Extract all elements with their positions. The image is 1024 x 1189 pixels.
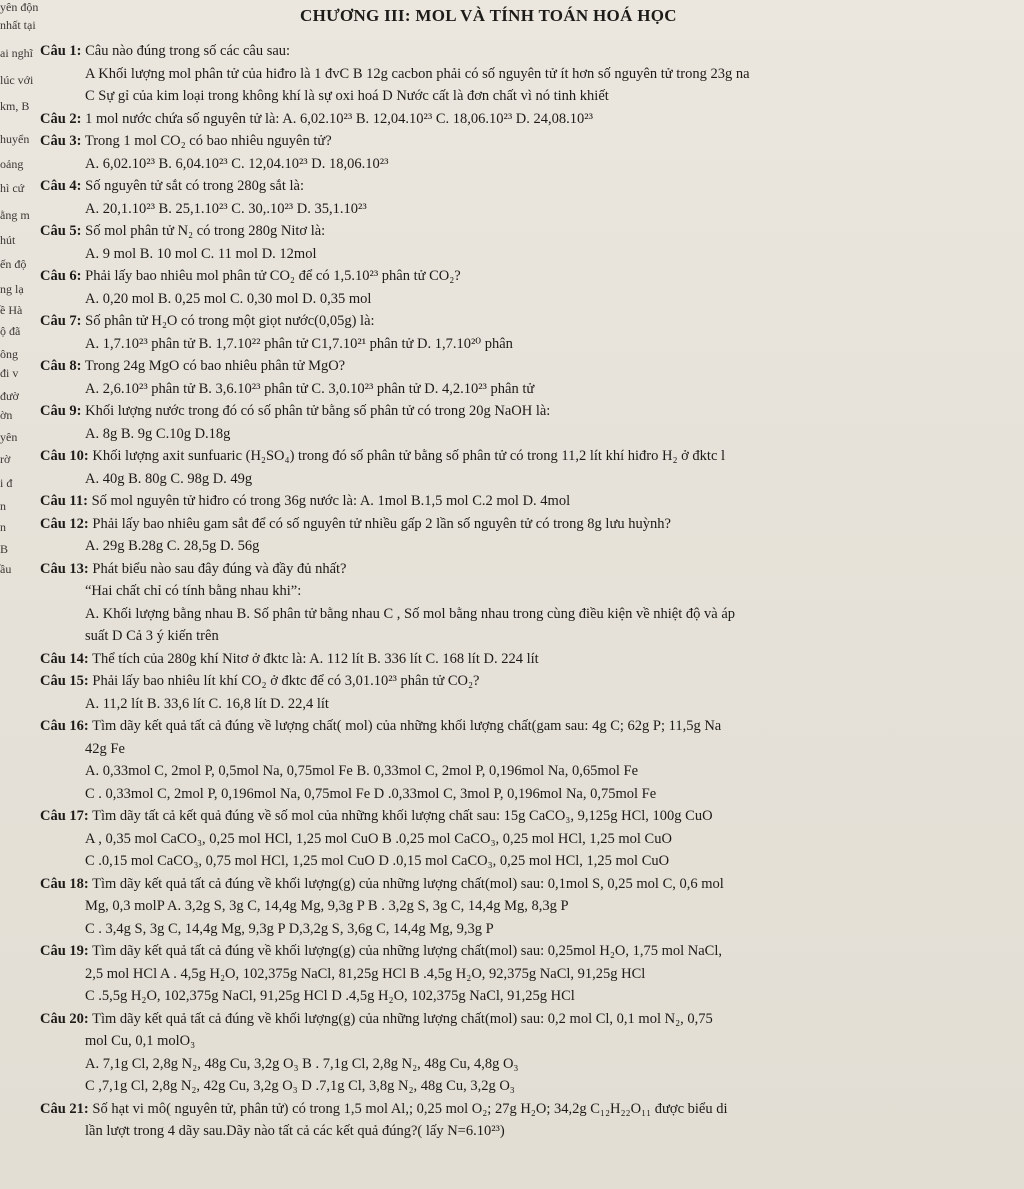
question-stem: Câu 4: Số nguyên tử sắt có trong 280g sắt là: — [40, 178, 305, 194]
answer-line: A. 2,6.10²³ phân tử B. 3,6.10²³ phân tử C. 3,0.10²³ phân tử D. 4,2.10²³ phân tử — [85, 380, 535, 397]
answer-line: A. 0,33mol C, 2mol P, 0,5mol Na, 0,75mol Fe B. 0,33mol C, 2mol P, 0,196mol Na, 0,65mol Fe — [85, 763, 639, 779]
question-stem: Câu 20: Tìm dãy kết quả tất cả đúng về khối lượng(g) của những lượng chất(mol) sau: 0,2 mol Cl, 0,1 mol N₂, 0,75 — [40, 1010, 713, 1027]
answer-line: A , 0,35 mol CaCO₃, 0,25 mol HCl, 1,25 mol CuO B .0,25 mol CaCO₃, 0,25 mol HCl, 1,25 mol CuO — [85, 830, 672, 847]
question-number: Câu 6: — [40, 268, 82, 284]
question-number: Câu 5: — [40, 223, 82, 239]
margin-fragment: km, B — [0, 99, 30, 113]
margin-fragment: ai nghĩ — [0, 46, 33, 60]
question-number: Câu 20: — [40, 1010, 89, 1027]
question-stem: Câu 21: Số hạt vi mô( nguyên tử, phân tử) có trong 1,5 mol Al,; 0,25 mol O₂; 27g H₂O; 34,2g C₁₂H₂₂O₁₁ được biểu di — [40, 1100, 728, 1117]
question-stem: Câu 6: Phải lấy bao nhiêu mol phân tử CO₂ để có 1,5.10²³ phân tử CO₂? — [40, 268, 461, 284]
margin-fragment: ến độ — [0, 257, 27, 271]
answer-line: A. 40g B. 80g C. 98g D. 49g — [85, 470, 253, 487]
question-number: Câu 15: — [40, 673, 89, 689]
margin-fragment: oảng — [0, 157, 24, 171]
question-number: Câu 3: — [40, 133, 82, 149]
question-stem: Câu 2: 1 mol nước chứa số nguyên tử là: A. 6,02.10²³ B. 12,04.10²³ C. 18,06.10²³ D. 24,08.10²³ — [40, 110, 593, 127]
question-number: Câu 16: — [40, 718, 89, 734]
question-stem: Câu 19: Tìm dãy kết quả tất cả đúng về khối lượng(g) của những lượng chất(mol) sau: 0,25mol H₂O, 1,75 mol NaCl, — [40, 943, 723, 959]
answer-line: A. 0,20 mol B. 0,25 mol C. 0,30 mol D. 0,35 mol — [85, 290, 372, 307]
answer-line: C .5,5g H₂O, 102,375g NaCl, 91,25g HCl D .4,5g H₂O, 102,375g NaCl, 91,25g HCl — [85, 988, 575, 1004]
margin-fragment: ông — [0, 347, 18, 361]
question-stem: Câu 13: Phát biểu nào sau đây đúng và đầy đủ nhất? — [40, 560, 347, 577]
answer-line: 2,5 mol HCl A . 4,5g H₂O, 102,375g NaCl, 81,25g HCl B .4,5g H₂O, 92,375g NaCl, 91,25g HCl — [85, 965, 646, 982]
margin-fragment: hì cứ — [0, 181, 25, 195]
question-number: Câu 2: — [40, 110, 82, 127]
margin-fragment: i đ — [0, 476, 13, 490]
margin-fragment: ầu — [0, 562, 12, 576]
question-number: Câu 13: — [40, 560, 89, 577]
answer-line: A. 7,1g Cl, 2,8g N₂, 48g Cu, 3,2g O₃ B . 7,1g Cl, 2,8g N₂, 48g Cu, 4,8g O₃ — [85, 1055, 519, 1072]
margin-fragment: ộ đã — [0, 324, 21, 338]
answer-line: C . 3,4g S, 3g C, 14,4g Mg, 9,3g P D,3,2g S, 3,6g C, 14,4g Mg, 9,3g P — [85, 920, 494, 937]
answer-line: C Sự gỉ của kim loại trong không khí là sự oxi hoá D Nước cất là đơn chất vì nó tinh khiết — [85, 88, 609, 104]
question-number: Câu 17: — [40, 808, 89, 824]
question-stem: Câu 15: Phải lấy bao nhiêu lít khí CO₂ ở đktc để có 3,01.10²³ phân tử CO₂? — [40, 673, 480, 689]
margin-fragment: ng lạ — [0, 282, 24, 296]
question-number: Câu 9: — [40, 403, 82, 419]
answer-line: A. 1,7.10²³ phân tử B. 1,7.10²² phân tử C1,7.10²¹ phân tử D. 1,7.10²⁰ phân — [85, 335, 513, 352]
answer-line: A. 8g B. 9g C.10g D.18g — [85, 425, 231, 442]
answer-line: C ,7,1g Cl, 2,8g N₂, 42g Cu, 3,2g O₃ D .7,1g Cl, 3,8g N₂, 48g Cu, 3,2g O₃ — [85, 1078, 515, 1094]
question-number: Câu 21: — [40, 1100, 89, 1117]
question-number: Câu 1: — [40, 43, 82, 59]
answer-line: A. 6,02.10²³ B. 6,04.10²³ C. 12,04.10²³ D. 18,06.10²³ — [85, 155, 389, 172]
answer-line: A. 29g B.28g C. 28,5g D. 56g — [85, 538, 260, 554]
question-list — [40, 40, 1010, 1143]
question-number: Câu 10: — [40, 448, 89, 464]
margin-fragment: B — [0, 542, 9, 556]
margin-fragment: hút — [0, 233, 16, 247]
answer-line: C .0,15 mol CaCO₃, 0,75 mol HCl, 1,25 mol CuO D .0,15 mol CaCO₃, 0,25 mol HCl, 1,25 mol CuO — [85, 853, 670, 869]
question-number: Câu 11: — [40, 493, 88, 509]
chapter-title: CHƯƠNG III: MOL VÀ TÍNH TOÁN HOÁ HỌC — [300, 6, 677, 25]
answer-line: 42g Fe — [85, 740, 125, 757]
question-number: Câu 14: — [40, 650, 89, 667]
question-number: Câu 4: — [40, 178, 82, 194]
answer-line: A. 20,1.10²³ B. 25,1.10²³ C. 30,.10²³ D. 35,1.10²³ — [85, 200, 367, 217]
margin-fragment: yên độn — [0, 0, 39, 14]
question-stem: Câu 7: Số phân tử H₂O có trong một giọt nước(0,05g) là: — [40, 313, 375, 329]
question-stem: Câu 11: Số mol nguyên tử hiđro có trong 36g nước là: A. 1mol B.1,5 mol C.2 mol D. 4mol — [40, 493, 571, 509]
margin-fragment: ằng m — [0, 208, 30, 222]
answer-line: mol Cu, 0,1 molO₃ — [85, 1033, 196, 1049]
margin-fragment: yên — [0, 430, 18, 444]
answer-line: A. 11,2 lít B. 33,6 lít C. 16,8 lít D. 22,4 lít — [85, 695, 329, 712]
answer-line: suất D Cả 3 ý kiến trên — [85, 628, 219, 644]
margin-fragment: n — [0, 520, 6, 534]
question-stem: Câu 17: Tìm dãy tất cả kết quả đúng về số mol của những khối lượng chất sau: 15g CaCO₃, 9,125g HCl, 100g CuO — [40, 808, 713, 824]
question-stem: Câu 12: Phải lấy bao nhiêu gam sắt để có số nguyên tử nhiều gấp 2 lần số nguyên tử có trong 8g lưu huỳnh? — [40, 515, 671, 532]
question-number: Câu 19: — [40, 943, 89, 959]
margin-fragment: đườ — [0, 389, 19, 403]
answer-line: “Hai chất chỉ có tính bằng nhau khi”: — [85, 583, 302, 599]
question-stem: Câu 14: Thể tích của 280g khí Nitơ ở đktc là: A. 112 lít B. 336 lít C. 168 lít D. 224 lít — [40, 650, 539, 667]
answer-line: A Khối lượng mol phân tử của hiđro là 1 đvC B 12g cacbon phải có số nguyên tử ít hơn số nguyên tử trong 23g na — [85, 65, 750, 82]
question-number: Câu 12: — [40, 515, 89, 532]
question-stem: Câu 10: Khối lượng axit sunfuaric (H₂SO₄) trong đó số phân tử bằng số phân tử có trong 11,2 lít khí hiđro H₂ ở đktc l — [40, 448, 726, 464]
question-number: Câu 18: — [40, 875, 89, 892]
margin-fragment: ờn — [0, 408, 13, 422]
margin-fragment: lúc với — [0, 73, 34, 87]
question-stem: Câu 9: Khối lượng nước trong đó có số phân tử bằng số phân tử có trong 20g NaOH là: — [40, 403, 551, 419]
margin-fragment: rờ — [0, 452, 11, 466]
question-stem: Câu 3: Trong 1 mol CO₂ có bao nhiêu nguyên tử? — [40, 133, 332, 149]
question-number: Câu 8: — [40, 358, 82, 374]
margin-fragment: ề Hà — [0, 303, 23, 317]
answer-line: Mg, 0,3 molP A. 3,2g S, 3g C, 14,4g Mg, 9,3g P B . 3,2g S, 3g C, 14,4g Mg, 8,3g P — [85, 898, 569, 914]
margin-fragment: huyển — [0, 132, 30, 146]
answer-line: lần lượt trong 4 dãy sau.Dãy nào tất cả các kết quả đúng?( lấy N=6.10²³) — [85, 1123, 505, 1139]
margin-fragment: n — [0, 499, 6, 513]
question-stem: Câu 8: Trong 24g MgO có bao nhiêu phân tử MgO? — [40, 358, 346, 374]
answer-line: A. 9 mol B. 10 mol C. 11 mol D. 12mol — [85, 245, 317, 262]
margin-fragment: đi v — [0, 366, 19, 380]
question-stem: Câu 18: Tìm dãy kết quả tất cả đúng về khối lượng(g) của những lượng chất(mol) sau: 0,1mol S, 0,25 mol C, 0,6 mol — [40, 875, 724, 892]
question-stem: Câu 16: Tìm dãy kết quả tất cả đúng về lượng chất( mol) của những khối lượng chất(gam sau: 4g C; 62g P; 11,5g Na — [40, 718, 722, 734]
margin-fragment: nhất tại — [0, 18, 36, 32]
answer-line: C . 0,33mol C, 2mol P, 0,196mol Na, 0,75mol Fe D .0,33mol C, 3mol P, 0,196mol Na, 0,75mol Fe — [85, 785, 657, 802]
answer-line: A. Khối lượng bằng nhau B. Số phân tử bằng nhau C , Số mol bằng nhau trong cùng điều kiện về nhiệt độ và áp — [85, 605, 736, 622]
question-stem: Câu 5: Số mol phân tử N₂ có trong 280g Nitơ là: — [40, 223, 326, 239]
question-stem: Câu 1: Câu nào đúng trong số các câu sau: — [40, 43, 291, 59]
question-number: Câu 7: — [40, 313, 82, 329]
